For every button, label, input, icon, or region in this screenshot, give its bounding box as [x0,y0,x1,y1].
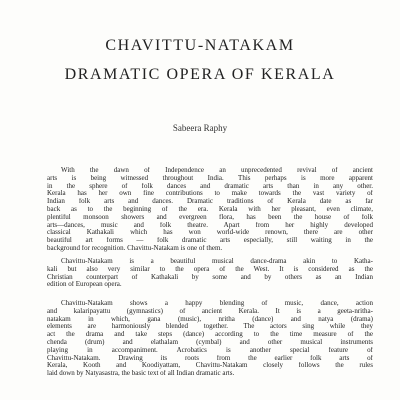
author-byline: Sabeera Raphy [172,123,228,133]
text-line: Chavittu-Natakam is a beautiful musical dance-drama akin to Katha- [61,258,373,265]
paragraph-2 [47,258,373,289]
text-line: plentiful monsoon showers and evergreen flora, has been the house of folk [47,213,373,221]
text-line: edition of European opera. [47,281,122,289]
text-line: arts is being witnessed throughout India. This perhaps is more apparent [47,174,373,182]
text-line: Chavittu-Natakam shows a happy blending of music, dance, action [61,300,373,307]
text-line: elements are harmoniously blended together. The actors sing while they [47,323,373,331]
text-line: laid down by Natyasastra, the basic text of all Indian dramatic arts. [47,370,235,378]
text-line: background for recognition. Chavittu-Natakam is one of them. [47,244,223,252]
text-line: chenda (drum) and elathalam (cymbal) and other musical instruments [47,338,373,346]
title-line-1: CHAVITTU-NATAKAM [105,37,295,54]
text-line: arts—dances, music and folk theatre. Apart from her highly developed [47,221,373,229]
text-line: kali but also very similar to the opera of the West. It is considered as the [47,265,373,273]
text-line: Kerala, Kooth and Koodiyattam, Chavittu-Natakam closely follows the rules [47,362,373,370]
title-line-2: DRAMATIC OPERA OF KERALA [64,66,336,83]
text-line: and kalaripayattu (gymnastics) of ancient Kerala. It is a geeta-nritha- [47,307,373,315]
text-line: Christian counterpart of Kathakali by some and by others as an Indian [47,273,373,281]
text-line: Kerala has her own fine contributions to make towards the vast variety of [47,190,373,198]
text-line: Indian folk arts and dances. Dramatic traditions of Kerala date as far [47,198,373,206]
paragraph-3 [47,300,373,378]
text-line: classical Kathakali which has won world-wide renown, there are other [47,229,373,237]
text-line: playing in accompaniment. Acrobatics is another special feature of [47,346,373,354]
text-line: act the drama and take steps (dance) according to the time measure of the [47,331,373,339]
text-line: With the dawn of Independence an unprecedented revival of ancient [61,167,373,174]
text-line: beautiful art forms — folk dramatic arts especially, still waiting in the [47,237,373,245]
text-line: back as to the beginning of the era. Kerala with her pleasant, even climate, [47,205,373,213]
text-line: Chavittu-Natakam. Drawing its roots from the earlier folk arts of [47,354,373,362]
text-line: in the sphere of folk dances and dramatic arts than in any other. [47,182,373,190]
text-line: natakam in which, gana (music), nritha (dance) and natya (drama) [47,315,373,323]
paragraph-1 [47,167,373,253]
